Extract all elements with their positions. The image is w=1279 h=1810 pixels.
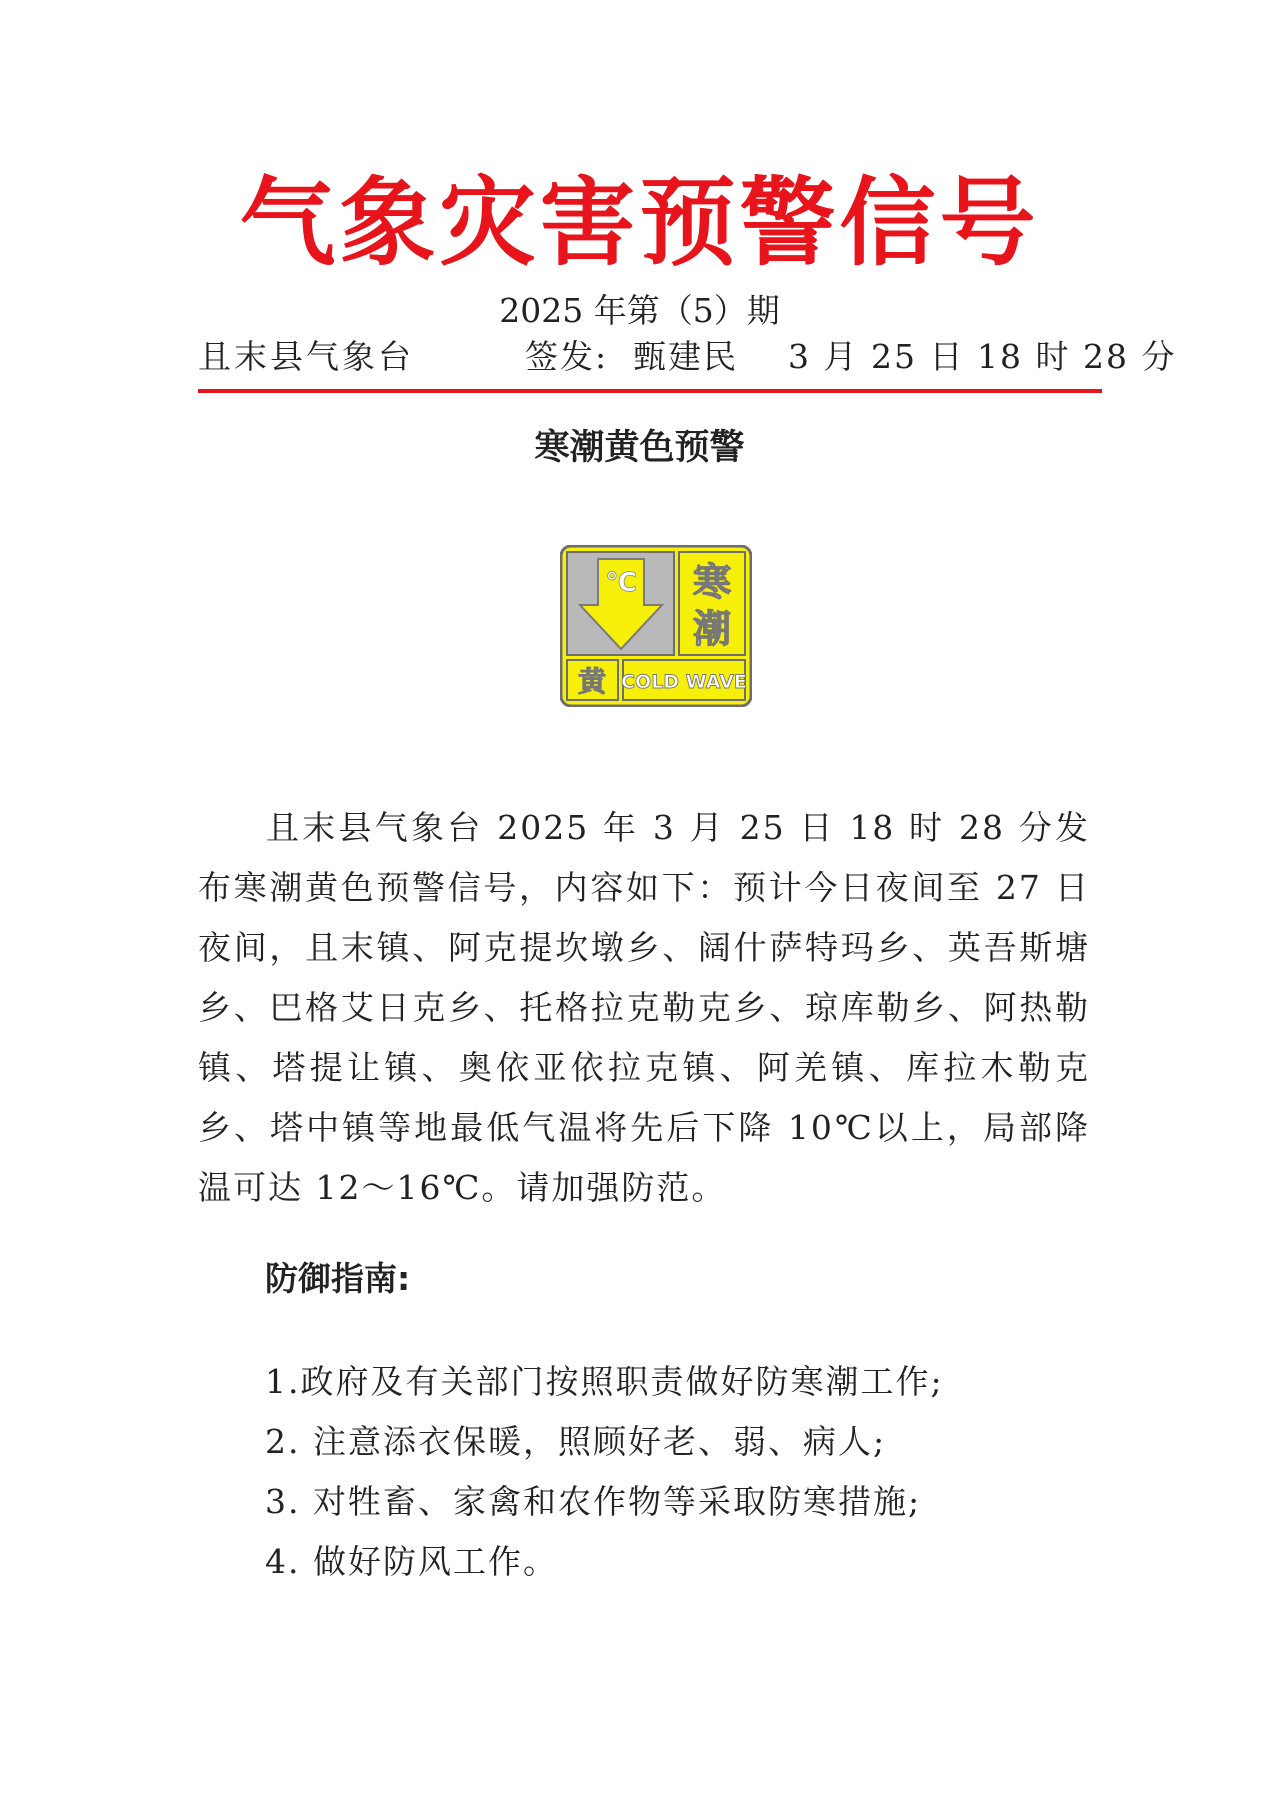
signal-label-en: COLD WAVE: [621, 671, 747, 693]
guide-item-2: 2. 注意添衣保暖，照顾好老、弱、病人;: [265, 1422, 887, 1461]
header-divider: [198, 389, 1102, 393]
warning-body-paragraph: 且末县气象台 2025 年 3 月 25 日 18 时 28 分发布寒潮黄色预警信号，内容如下：预计今日夜间至 27 日夜间，且末镇、阿克提坎墩乡、阔什萨特玛乡、英吾斯塘乡、巴格艾日克乡、托格拉克勒克乡、琼库勒乡、阿热勒镇、塔提让镇、奥依亚依拉克镇、阿羌镇、库拉木勒克乡、塔中镇等地最低气温将先后下降 10℃以上，局部降温可达 12～16℃。请加强防范。: [198, 808, 1090, 1207]
guide-item-1: 1.政府及有关部门按照职责做好防寒潮工作;: [265, 1362, 944, 1401]
guide-item-3: 3. 对牲畜、家禽和农作物等采取防寒措施;: [265, 1482, 922, 1521]
guide-item-4: 4. 做好防风工作。: [265, 1542, 558, 1581]
signal-char-bottom: 潮: [692, 607, 732, 651]
page-title: 气象灾害预警信号: [239, 167, 1040, 279]
guide-list: [265, 1352, 944, 1592]
cold-wave-yellow-signal-icon: [560, 545, 752, 707]
issuer: 且末县气象台: [198, 337, 414, 376]
warning-heading: 寒潮黄色预警: [534, 428, 745, 468]
guide-heading: 防御指南:: [265, 1259, 411, 1298]
signal-unit: ℃: [605, 568, 637, 598]
signoff: 签发: 甄建民 3 月 25 日 18 时 28 分: [525, 337, 1177, 376]
signal-char-top: 寒: [692, 560, 732, 604]
issue-number: 2025 年第（5）期: [499, 291, 780, 330]
signal-level-char: 黄: [577, 665, 607, 698]
